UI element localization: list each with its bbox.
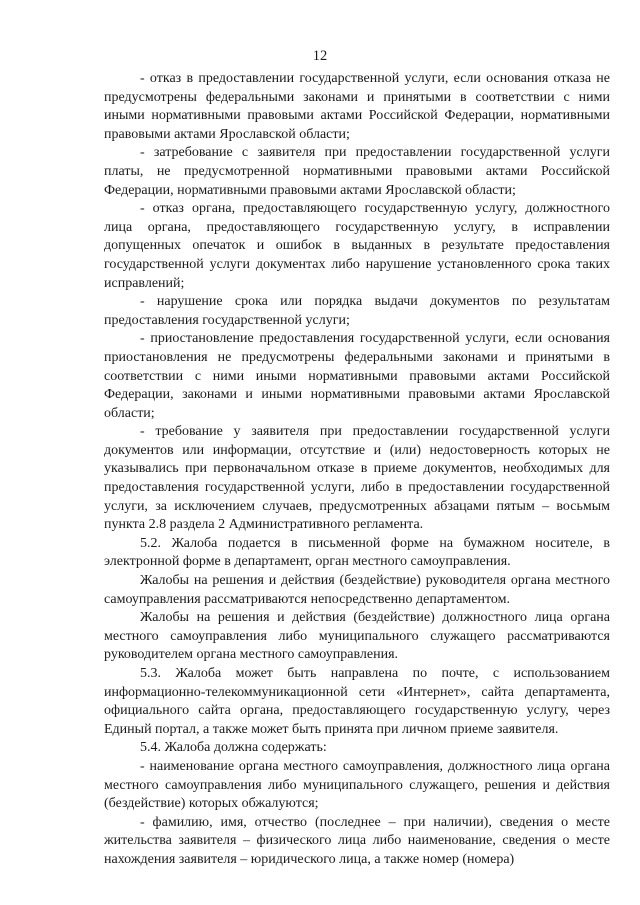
paragraph: - требование у заявителя при предоставлении государственной услуги документов или информации, отсутствие и (или) недостоверность которых не указывались при первоначальном отказе в приеме документов, необходимых для предоставления государственной услуги, либо в предоставлении государственной услуги, за исключением случаев, предусмотренных абзацами пятым – восьмым пункта 2.8 раздела 2 Административного регламента. bbox=[104, 424, 610, 533]
paragraph: 5.3. Жалоба может быть направлена по почте, с использованием информационно-телекоммуникационной сети «Интернет», сайта департамента, официального сайта органа, предоставляющего государственную услугу, через Единый портал, а также может быть принята при личном приеме заявителя. bbox=[104, 666, 610, 737]
paragraph: - нарушение срока или порядка выдачи документов по результатам предоставления государственной услуги; bbox=[104, 294, 610, 328]
paragraph: - наименование органа местного самоуправления, должностного лица органа местного самоуправления либо муниципального служащего, решения и действия (бездействие) которых обжалуются; bbox=[104, 758, 610, 812]
paragraph: 5.4. Жалоба должна содержать: bbox=[140, 740, 327, 756]
paragraph: - отказ в предоставлении государственной услуги, если основания отказа не предусмотрены федеральными законами и принятыми в соответствии с ними иными нормативными правовыми актами Российской Федерации, нормативными правовыми актами Ярославской области; bbox=[104, 71, 610, 142]
document-body bbox=[104, 70, 610, 870]
paragraph: - затребование с заявителя при предоставлении государственной услуги платы, не предусмотренной нормативными правовыми актами Российской Федерации, нормативными правовыми актами Ярославской области; bbox=[104, 145, 610, 198]
paragraph: 5.2. Жалоба подается в письменной форме на бумажном носителе, в электронной форме в департамент, орган местного самоуправления. bbox=[104, 535, 610, 570]
page-number: 12 bbox=[312, 48, 328, 64]
paragraph: - отказ органа, предоставляющего государственную услугу, должностного лица органа, предоставляющего государственную услугу, в исправлении допущенных опечаток и ошибок в выданных в результате предоставления государственной услуги документах либо нарушение установленного срока таких исправлений; bbox=[104, 201, 610, 291]
paragraph: Жалобы на решения и действия (бездействие) должностного лица органа местного самоуправления либо муниципального служащего рассматриваются руководителем органа местного самоуправления. bbox=[104, 610, 610, 663]
paragraph: Жалобы на решения и действия (бездействие) руководителя органа местного самоуправления рассматриваются непосредственно департаментом. bbox=[104, 573, 610, 607]
paragraph: - фамилию, имя, отчество (последнее – при наличии), сведения о месте жительства заявителя – физического лица либо наименование, сведения о месте нахождения заявителя – юридического лица, а также номер (номера) bbox=[104, 814, 610, 867]
paragraph: - приостановление предоставления государственной услуги, если основания приостановления не предусмотрены федеральными законами и принятыми в соответствии с ними иными нормативными правовыми актами Российской Федерации, законами и иными нормативными правовыми актами Ярославской области; bbox=[104, 331, 610, 421]
